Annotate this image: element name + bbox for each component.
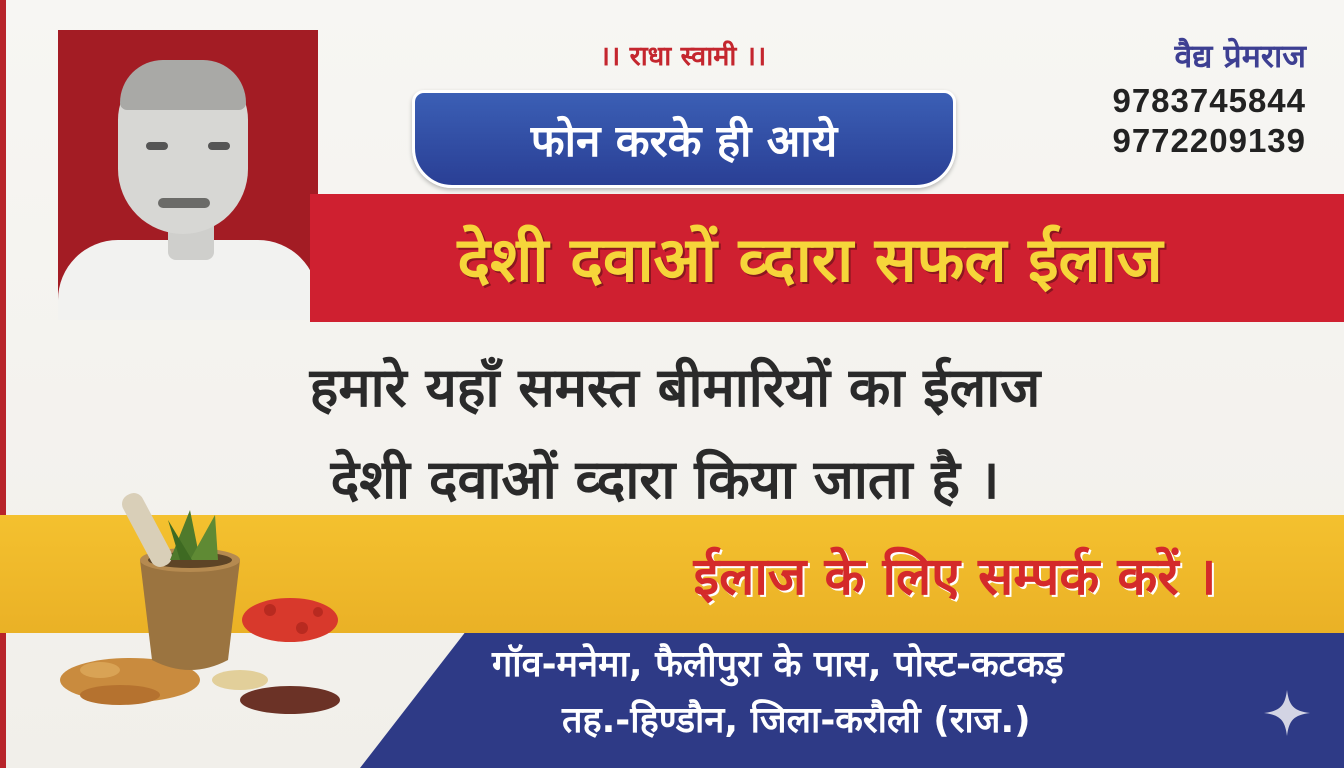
vaidya-name: वैद्य प्रेमराज [1174, 37, 1306, 75]
address-line-1: गॉव-मनेमा, फैलीपुरा के पास, पोस्ट-कटकड़ [492, 644, 1064, 685]
phone-number-2: 9772209139 [1112, 122, 1306, 159]
headline-band [310, 194, 1344, 322]
address-line-2: तह.-हिण्डौन, जिला-करौली (राज.) [562, 700, 1031, 741]
call-first-text: फोन करके ही आये [530, 116, 838, 167]
herbs-mortar-icon [40, 480, 370, 750]
call-first-banner [412, 90, 956, 188]
headline-text: देशी दवाओं व्दारा सफल ईलाज [457, 223, 1163, 296]
contact-cta-text: ईलाज के लिए सम्पर्क करें । [693, 546, 1217, 607]
phone-number-1: 9783745844 [1112, 82, 1306, 119]
radha-swami-text: ।। राधा स्वामी ।। [599, 41, 767, 72]
portrait-photo [58, 30, 318, 320]
body-line-1: हमारे यहाँ समस्त बीमारियों का ईलाज [309, 356, 1041, 419]
body-line-2: देशी दवाओं व्दारा किया जाता है । [330, 448, 1000, 511]
sparkle-icon [1262, 688, 1312, 738]
